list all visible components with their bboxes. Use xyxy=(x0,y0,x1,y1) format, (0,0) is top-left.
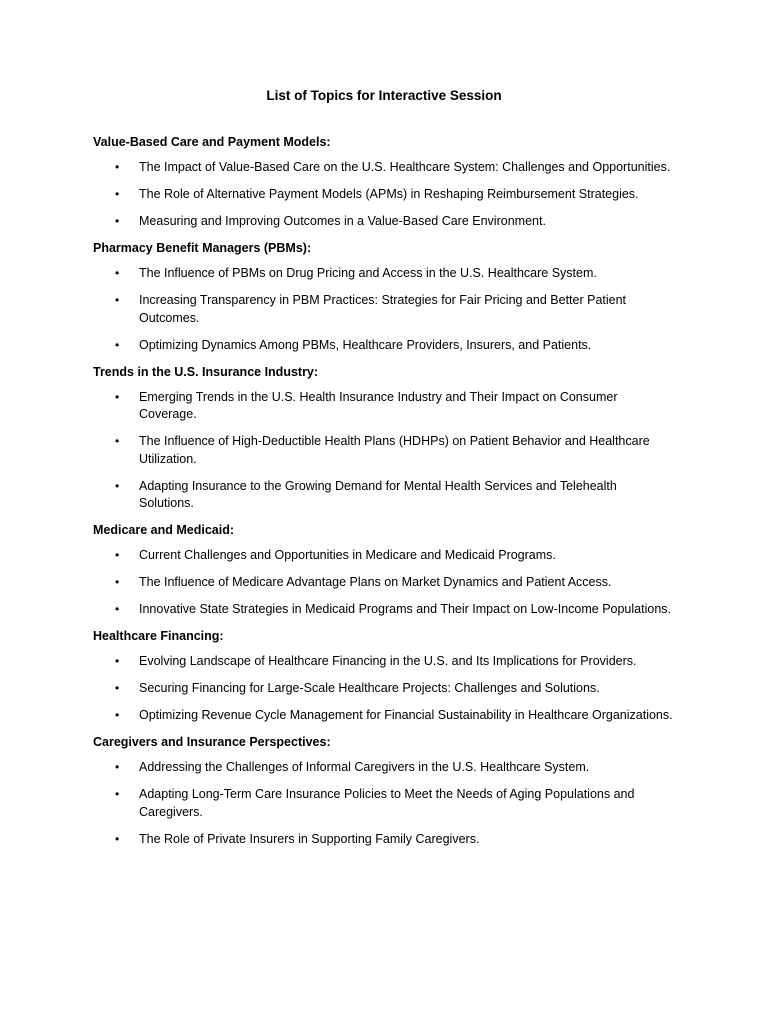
document-body xyxy=(93,134,693,858)
list-item xyxy=(93,186,693,204)
topic-list xyxy=(93,159,693,231)
topic-text: Optimizing Revenue Cycle Management for Financial Sustainability in Healthcare Organizations. xyxy=(139,708,673,722)
section-heading: Value-Based Care and Payment Models: xyxy=(93,135,331,149)
topic-text: Adapting Insurance to the Growing Demand for Mental Health Services and Telehealth Solutions. xyxy=(139,478,617,510)
bullet-icon: • xyxy=(115,760,120,774)
list-item xyxy=(93,601,693,619)
topic-text: The Influence of PBMs on Drug Pricing and Access in the U.S. Healthcare System. xyxy=(139,266,597,280)
topic-text: The Role of Alternative Payment Models (APMs) in Reshaping Reimbursement Strategies. xyxy=(139,187,639,201)
topic-list xyxy=(93,759,693,848)
topic-text: The Role of Private Insurers in Supporting Family Caregivers. xyxy=(139,831,480,846)
bullet-icon: • xyxy=(115,681,120,695)
list-item xyxy=(93,292,693,327)
bullet-icon: • xyxy=(115,787,120,801)
topic-list xyxy=(93,389,693,513)
bullet-icon: • xyxy=(115,266,120,280)
list-item xyxy=(93,478,693,513)
list-item xyxy=(93,337,693,355)
section-value-based-care xyxy=(93,134,693,231)
list-item xyxy=(93,707,693,725)
list-item xyxy=(93,653,693,671)
section-caregivers xyxy=(93,734,693,848)
topic-text: Adapting Long-Term Care Insurance Policies to Meet the Needs of Aging Populations and Caregivers. xyxy=(139,787,635,819)
list-item xyxy=(93,831,693,849)
section-heading: Pharmacy Benefit Managers (PBMs): xyxy=(93,241,312,255)
topic-text: The Impact of Value-Based Care on the U.S. Healthcare System: Challenges and Opportunities. xyxy=(139,160,671,174)
topic-list xyxy=(93,547,693,619)
list-item xyxy=(93,265,693,283)
topic-list xyxy=(93,653,693,725)
bullet-icon: • xyxy=(115,575,120,589)
list-item xyxy=(93,786,693,821)
section-insurance-trends xyxy=(93,364,693,513)
bullet-icon: • xyxy=(115,160,120,174)
topic-text: The Influence of High-Deductible Health Plans (HDHPs) on Patient Behavior and Healthcare Utilization. xyxy=(139,434,650,466)
bullet-icon: • xyxy=(115,293,120,307)
list-item xyxy=(93,574,693,592)
section-heading: Medicare and Medicaid: xyxy=(93,523,235,537)
list-item xyxy=(93,759,693,777)
topic-text: Addressing the Challenges of Informal Caregivers in the U.S. Healthcare System. xyxy=(139,760,590,774)
list-item xyxy=(93,213,693,231)
document-title: List of Topics for Interactive Session xyxy=(266,88,502,103)
topic-text: Optimizing Dynamics Among PBMs, Healthcare Providers, Insurers, and Patients. xyxy=(139,337,592,352)
section-pbms xyxy=(93,240,693,354)
topic-list xyxy=(93,265,693,354)
topic-text: Current Challenges and Opportunities in Medicare and Medicaid Programs. xyxy=(139,548,556,562)
bullet-icon: • xyxy=(115,389,120,404)
bullet-icon: • xyxy=(115,831,120,846)
list-item xyxy=(93,680,693,698)
section-medicare-medicaid xyxy=(93,522,693,619)
section-healthcare-financing xyxy=(93,628,693,725)
topic-text: Increasing Transparency in PBM Practices: Strategies for Fair Pricing and Better Patient Outcomes. xyxy=(139,293,627,325)
bullet-icon: • xyxy=(115,187,120,201)
bullet-icon: • xyxy=(115,434,120,448)
topic-text: Emerging Trends in the U.S. Health Insurance Industry and Their Impact on Consumer Coverage. xyxy=(139,389,618,421)
topic-text: The Influence of Medicare Advantage Plans on Market Dynamics and Patient Access. xyxy=(139,575,612,589)
section-heading: Trends in the U.S. Insurance Industry: xyxy=(93,364,319,379)
topic-text: Evolving Landscape of Healthcare Financing in the U.S. and Its Implications for Providers. xyxy=(139,654,637,668)
bullet-icon: • xyxy=(115,708,120,722)
section-heading: Healthcare Financing: xyxy=(93,629,224,643)
list-item xyxy=(93,547,693,565)
bullet-icon: • xyxy=(115,214,120,228)
topic-text: Securing Financing for Large-Scale Healthcare Projects: Challenges and Solutions. xyxy=(139,681,600,695)
list-item xyxy=(93,389,693,424)
bullet-icon: • xyxy=(115,337,120,352)
topic-text: Innovative State Strategies in Medicaid Programs and Their Impact on Low-Income Populations. xyxy=(139,602,671,616)
section-heading: Caregivers and Insurance Perspectives: xyxy=(93,735,331,749)
list-item xyxy=(93,159,693,177)
bullet-icon: • xyxy=(115,548,120,562)
list-item xyxy=(93,433,693,468)
bullet-icon: • xyxy=(115,478,120,493)
topic-text: Measuring and Improving Outcomes in a Value-Based Care Environment. xyxy=(139,214,546,228)
bullet-icon: • xyxy=(115,602,120,616)
bullet-icon: • xyxy=(115,654,120,668)
